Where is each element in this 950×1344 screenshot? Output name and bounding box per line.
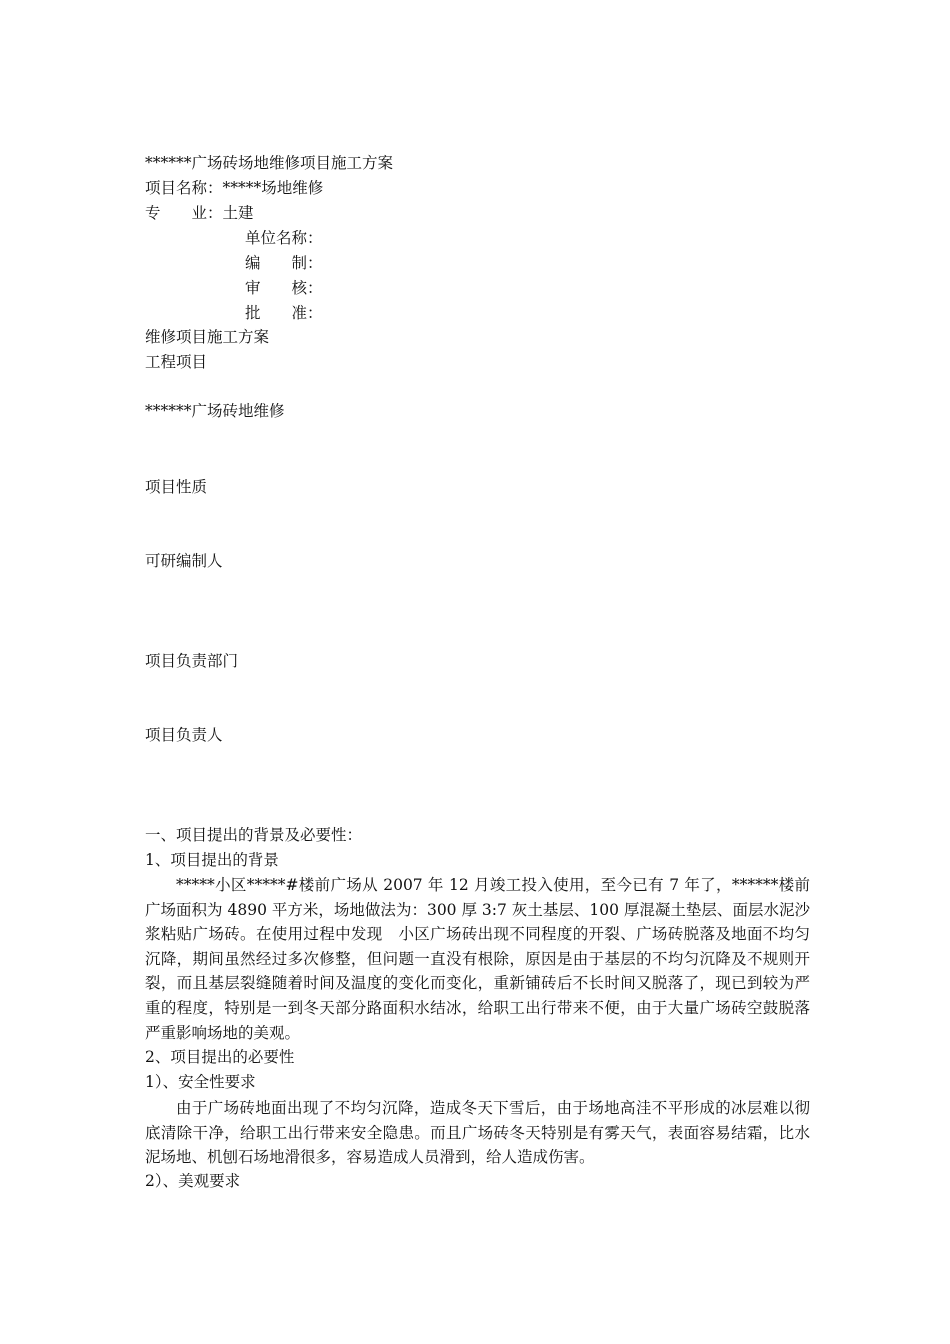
specialty-line: 专 业：土建: [145, 204, 254, 222]
compiled-by-field: 编 制：: [245, 254, 323, 272]
appearance-heading: 2）、美观要求: [145, 1172, 241, 1190]
section-heading: 一、项目提出的背景及必要性：: [145, 826, 363, 844]
unit-name-field: 单位名称：: [245, 229, 323, 247]
project-value: ******广场砖地维修: [145, 402, 285, 420]
responsible-dept-label: 项目负责部门: [145, 652, 239, 670]
necessity-heading: 2、项目提出的必要性: [145, 1048, 295, 1066]
feasibility-author-label: 可研编制人: [145, 552, 223, 570]
background-heading: 1、项目提出的背景: [145, 851, 279, 869]
document-title: ******广场砖场地维修项目施工方案: [145, 154, 394, 172]
safety-paragraph: 由于广场砖地面出现了不均匀沉降，造成冬天下雪后，由于场地高洼不平形成的冰层难以彻底清除干净，给职工出行带来安全隐患。而且广场砖冬天特别是有雾天气，表面容易结霜，比水泥场地、机刨石场地滑很多，容易造成人员滑到，给人造成伤害。: [145, 1099, 810, 1167]
responsible-person-label: 项目负责人: [145, 726, 223, 744]
background-paragraph: *****小区*****#楼前广场从 2007 年 12 月竣工投入使用，至今已有 7 年了，******楼前广场面积为 4890 平方米，场地做法为：300 厚 3:7 灰土基层、100 厚混凝土垫层、面层水泥沙浆粘贴广场砖。在使用过程中发现 小区广场砖出现不同程度的开裂、广场砖脱落及地面不均匀沉降，期间虽然经过多次修整，但问题一直没有根除，原因是由于基层的不均匀沉降及不规则开裂，而且基层裂缝随着时间及温度的变化而变化，重新铺砖后不长时间又脱落了，现已到较为严重的程度，特别是一到冬天部分路面积水结冰，给职工出行带来不便，由于大量广场砖空鼓脱落严重影响场地的美观。: [145, 876, 810, 1042]
project-nature-label: 项目性质: [145, 478, 208, 496]
subtitle: 维修项目施工方案: [145, 328, 270, 346]
approved-by-field: 批 准：: [245, 304, 323, 322]
project-name-line: 项目名称：*****场地维修: [145, 179, 324, 197]
engineering-project-label: 工程项目: [145, 353, 208, 371]
reviewed-by-field: 审 核：: [245, 279, 323, 297]
safety-heading: 1）、安全性要求: [145, 1073, 256, 1091]
